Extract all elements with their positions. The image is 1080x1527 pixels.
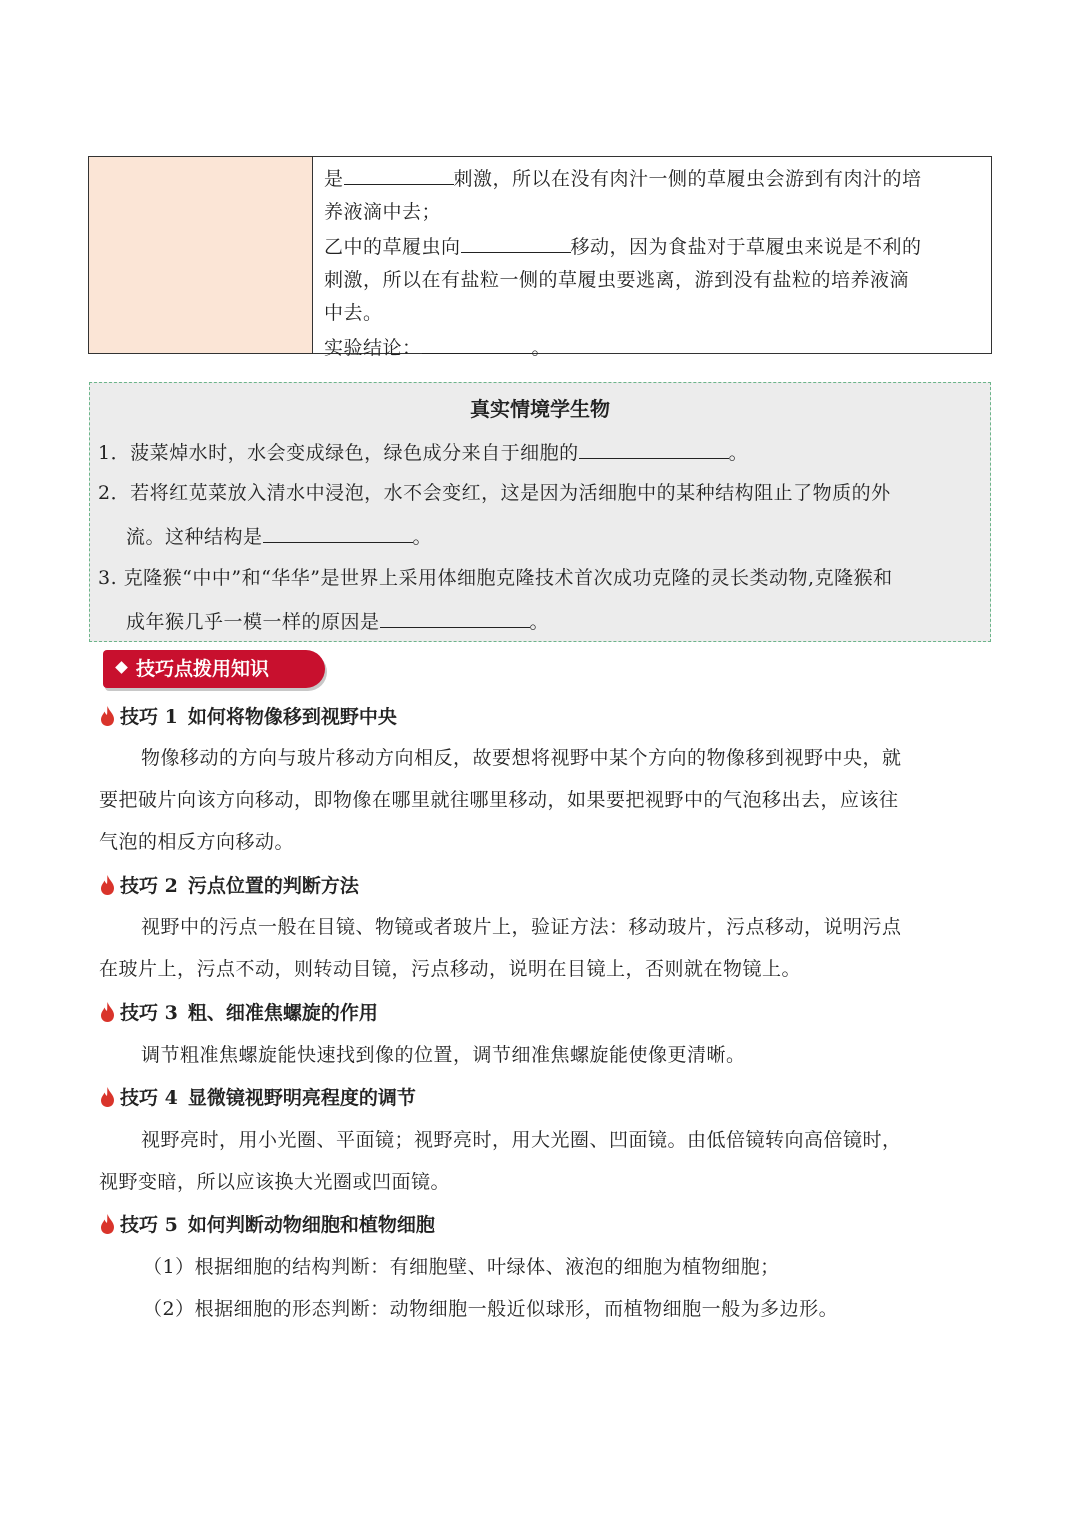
tip-5-body: （1）根据细胞的结构判断：有细胞壁、叶绿体、液泡的细胞为植物细胞； （2）根据细胞的形态判断：动物细胞一般近似球形，而植物细胞一般为多边形。 bbox=[143, 1256, 839, 1320]
section-banner: 技巧点拨用知识 bbox=[103, 650, 325, 688]
tip-2-body: 视野中的污点一般在目镜、物镜或者玻片上，验证方法：移动玻片，污点移动，说明污点 在玻片上，污点不动，则转动目镜，污点移动，说明在目镜上，否则就在物镜上。 bbox=[99, 916, 902, 980]
tip-2-heading: 技巧 2 污点位置的判断方法 bbox=[99, 871, 359, 901]
tip-1-heading: 技巧 1 如何将物像移到视野中央 bbox=[99, 702, 397, 732]
scenario-box bbox=[89, 382, 991, 642]
table-line-5: 中去。 bbox=[324, 302, 383, 324]
table-line-1: 是 刺激，所以在没有肉汁一侧的草履虫会游到有肉汁的培 bbox=[324, 161, 984, 196]
tip-3-body: 调节粗准焦螺旋能快速找到像的位置，调节细准焦螺旋能使像更清晰。 bbox=[141, 1044, 746, 1066]
diamond-icon bbox=[115, 661, 128, 674]
answer-blank[interactable] bbox=[380, 604, 530, 628]
tip-5-heading: 技巧 5 如何判断动物细胞和植物细胞 bbox=[99, 1210, 435, 1240]
answer-blank[interactable] bbox=[344, 161, 454, 185]
tip-4-body: 视野亮时，用小光圈、平面镜；视野亮时，用大光圈、凹面镜。由低倍镜转向高倍镜时， 视野变暗，所以应该换大光圈或凹面镜。 bbox=[99, 1129, 902, 1193]
flame-icon bbox=[99, 1213, 116, 1235]
question-2-line-1: 2．若将红苋菜放入清水中浸泡，水不会变红，这是因为活细胞中的某种结构阻止了物质的外 bbox=[98, 482, 891, 504]
question-3-line-1: 3. 克隆猴“中中”和“华华”是世界上采用体细胞克隆技术首次成功克隆的灵长类动物,克隆猴和 bbox=[98, 567, 893, 589]
table-left-cell bbox=[89, 157, 313, 353]
question-1: 1．菠菜焯水时，水会变成绿色，绿色成分来自于细胞的 。 bbox=[98, 435, 748, 470]
tip-3-heading: 技巧 3 粗、细准焦螺旋的作用 bbox=[99, 998, 378, 1028]
flame-icon bbox=[99, 1001, 116, 1023]
scenario-title: 真实情境学生物 bbox=[470, 397, 610, 421]
answer-blank[interactable] bbox=[461, 229, 571, 253]
question-3-line-2: 成年猴几乎一模一样的原因是 。 bbox=[126, 604, 549, 639]
table-line-6: 实验结论： 。 bbox=[324, 330, 984, 365]
answer-blank[interactable] bbox=[579, 435, 729, 459]
tip-4-heading: 技巧 4 显微镜视野明亮程度的调节 bbox=[99, 1083, 416, 1113]
table-line-4: 刺激，所以在有盐粒一侧的草履虫要逃离，游到没有盐粒的培养液滴 bbox=[324, 269, 910, 291]
table-right-cell bbox=[324, 161, 984, 365]
answer-blank[interactable] bbox=[263, 519, 413, 543]
question-2-line-2: 流。这种结构是 。 bbox=[126, 519, 432, 554]
flame-icon bbox=[99, 705, 116, 727]
flame-icon bbox=[99, 1086, 116, 1108]
experiment-table bbox=[88, 156, 992, 359]
table-line-2: 养液滴中去； bbox=[324, 201, 442, 223]
tip-1-body: 物像移动的方向与玻片移动方向相反，故要想将视野中某个方向的物像移到视野中央，就 要把破片向该方向移动，即物像在哪里就往哪里移动，如果要把视野中的气泡移出去，应该往 气泡的相反方向移动。 bbox=[99, 747, 902, 853]
answer-blank[interactable] bbox=[422, 330, 532, 354]
table-line-3: 乙中的草履虫向 移动，因为食盐对于草履虫来说是不利的 bbox=[324, 229, 984, 264]
flame-icon bbox=[99, 874, 116, 896]
